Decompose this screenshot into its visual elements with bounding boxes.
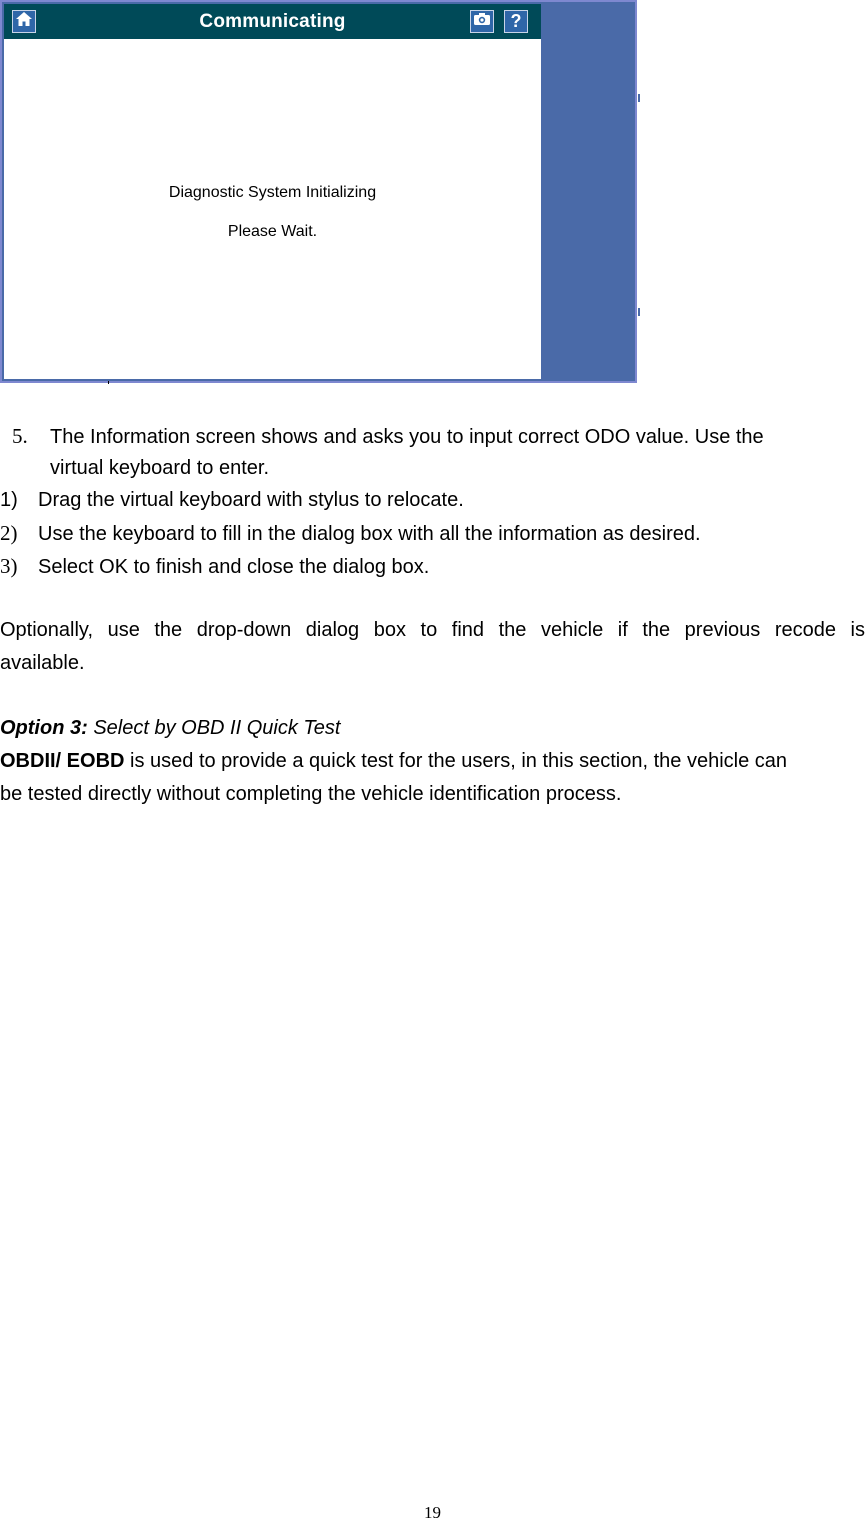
substep-2-number: 2) bbox=[0, 521, 18, 545]
wait-message: Please Wait. bbox=[227, 223, 318, 240]
edge-marker bbox=[638, 94, 640, 102]
help-button[interactable]: ? bbox=[504, 10, 528, 33]
optional-line2: available. bbox=[0, 652, 85, 674]
initializing-message: Diagnostic System Initializing bbox=[168, 184, 377, 201]
option3-heading bbox=[0, 716, 340, 740]
option3-line2: be tested directly without completing the vehicle identification process. bbox=[0, 783, 622, 805]
step-5-number: 5. bbox=[12, 424, 28, 448]
edge-marker bbox=[638, 308, 640, 316]
substep-1-text: Drag the virtual keyboard with stylus to relocate. bbox=[38, 489, 464, 511]
screen-title: Communicating bbox=[199, 11, 346, 32]
obd-term: OBDII/ EOBD bbox=[0, 750, 125, 772]
substep-3-number: 3) bbox=[0, 554, 18, 578]
page-number: 19 bbox=[424, 1503, 441, 1522]
screenshot-marker bbox=[108, 381, 109, 384]
title-bar bbox=[4, 4, 541, 39]
option3-label: Option 3: bbox=[0, 717, 88, 739]
optional-line1: Optionally, use the drop-down dialog box to find the vehicle if the previous recode is bbox=[0, 619, 865, 641]
step-5-line2: virtual keyboard to enter. bbox=[50, 457, 270, 479]
option3-title: Select by OBD II Quick Test bbox=[93, 717, 341, 739]
substep-1-number: 1) bbox=[0, 489, 18, 511]
substep-2-text: Use the keyboard to fill in the dialog box with all the information as desired. bbox=[38, 523, 701, 545]
option3-line1-rest: is used to provide a quick test for the users, in this section, the vehicle can bbox=[130, 750, 788, 772]
substep-3-text: Select OK to finish and close the dialog box. bbox=[38, 556, 430, 578]
option3-line1 bbox=[0, 749, 787, 773]
device-screen bbox=[4, 4, 541, 379]
camera-icon bbox=[473, 12, 491, 31]
device-screenshot bbox=[0, 0, 637, 383]
camera-button[interactable] bbox=[470, 10, 494, 33]
step-5-line1: The Information screen shows and asks you to input correct ODO value. Use the bbox=[50, 426, 764, 448]
